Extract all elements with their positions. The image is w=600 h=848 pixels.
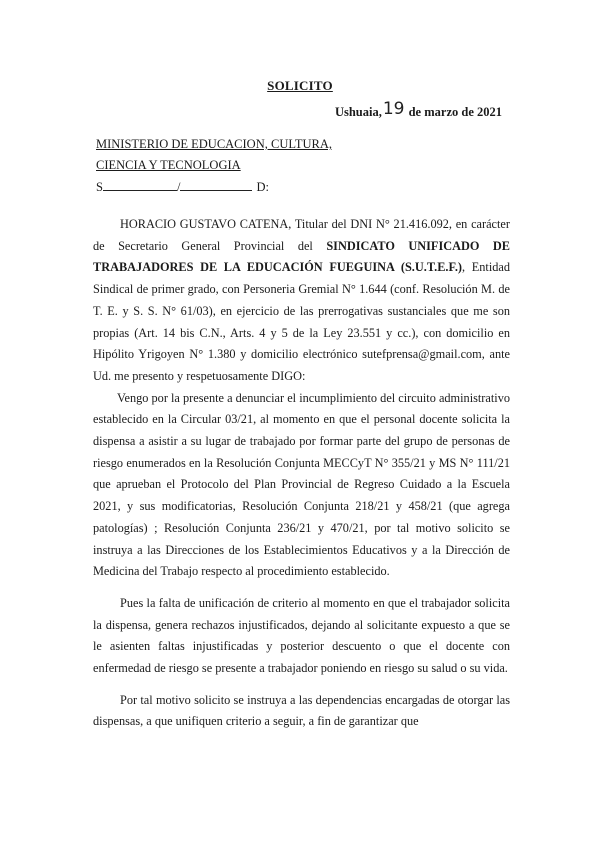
paragraph-1-text-a: , Titular del DNI N° 21.416.092, en carácter de Secretario General Provincial del [93, 217, 510, 253]
salutation-slash: / [176, 180, 181, 194]
salutation-line [96, 179, 332, 195]
paragraph-4: Por tal motivo solicito se instruya a las dependencias encargadas de otorgar las dispensas, a que unifiquen criterio a seguir, a fin de garantizar que [93, 692, 510, 729]
paragraph-3: Pues la falta de unificación de criterio al momento en que el trabajador solicita la dispensa, genera rechazos injustificados, dejando al solicitante expuesto a que se le asienten faltas injustificadas y posterior descuento o que el docente con enfermedad de riesgo se presente a trabajador poniendo en riesgo su salud o su vida. [93, 595, 510, 676]
date-rest: de marzo de 2021 [408, 105, 502, 119]
paragraph-2: Vengo por la presente a denunciar el incumplimiento del circuito administrativo establecido en la Circular 03/21, al momento en que el personal docente solicita la dispensa a asistir a su lugar de trabajado por formar parte del grupo de personas de riesgo enumerados en la Resolución Conjunta MECCyT N° 355/21 y MS N° 111/21 que aprueban el Protocolo del Plan Provincial de Regreso Cuidado a la Escuela 2021, y sus modificatorias, Resolución Conjunta 218/21 y 458/21 (que agrega patologías) ; Resolución Conjunta 236/21 y 470/21, por tal motivo solicito se instruya a las Direcciones de los Establecimientos Educativos y a la Dirección de Medicina del Trabajo respecto al procedimiento establecido. [93, 390, 510, 579]
date-day-handwritten: 19 [382, 99, 405, 119]
date-line [335, 101, 502, 121]
addressee-line-1: MINISTERIO DE EDUCACION, CULTURA, [96, 137, 332, 151]
paragraph-1-text-b: , Entidad Sindical de primer grado, con Personeria Gremial N° 1.644 (conf. Resolución M. de T. E. y S. S. N° 61/03), en ejercicio de las prerrogativas sustanciales que me son propias (Art. 14 bis C.N., Arts. 4 y 5 de la Ley 23.551 y cc.), con domicilio en Hipólito Yrigoyen N° 1.380 y domicilio electrónico sutefprensa@gmail.com, ante Ud. me presento y respetuosamente DIGO: [93, 260, 510, 383]
paragraph-1 [93, 214, 510, 388]
salutation-s: S [96, 180, 103, 194]
addressee-line-2: CIENCIA Y TECNOLOGIA [96, 158, 241, 172]
addressee-block [96, 137, 332, 201]
salutation-blank-1 [103, 179, 177, 191]
petitioner-name: HORACIO GUSTAVO CATENA [120, 217, 289, 231]
salutation-blank-2 [180, 179, 252, 191]
date-place: Ushuaia, [334, 105, 382, 119]
union-name: SINDICATO UNIFICADO DE TRABAJADORES DE LA EDUCACIÓN FUEGUINA (S.U.T.E.F.) [93, 238, 510, 275]
document-body [93, 214, 510, 733]
document-title: SOLICITO [267, 78, 333, 93]
salutation-d: D: [256, 180, 269, 194]
